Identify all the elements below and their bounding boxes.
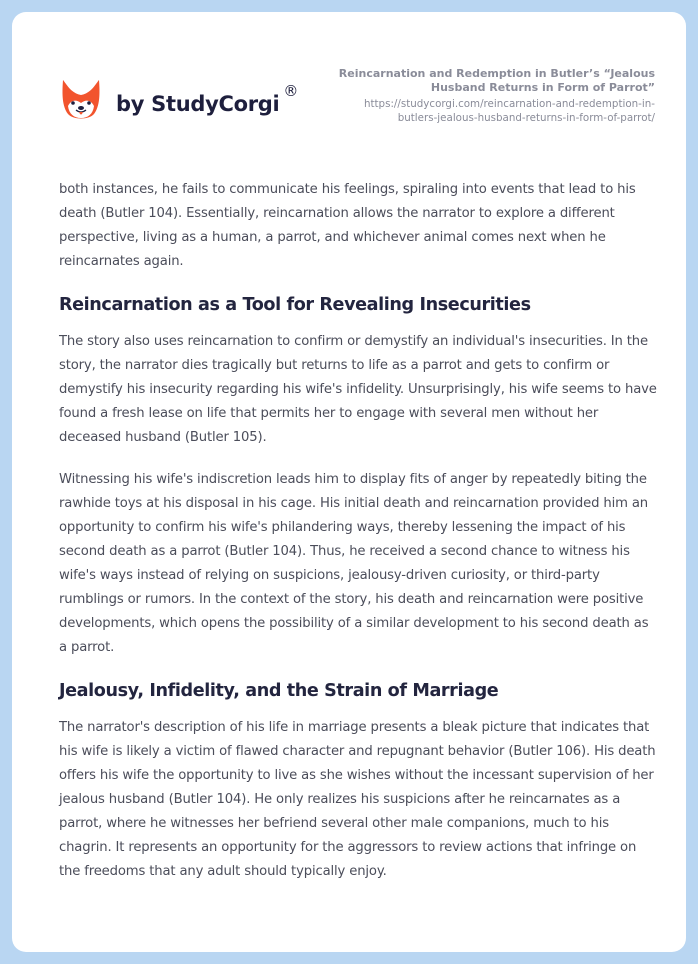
studycorgi-logo[interactable] [60,76,298,124]
article-url[interactable]: https://studycorgi.com/reincarnation-and-redemption-in-butlers-jealous-husband-returns-in-form-of-parrot/ [363,98,655,124]
section-paragraph: The story also uses reincarnation to confirm or demystify an individual's insecurities. In the story, the narrator dies tragically but returns to life as a parrot and gets to confirm or demystify his insecurity regarding his wife's infidelity. Unsurprisingly, his wife seems to have found a fresh lease on life that permits her to engage with several men without her deceased husband (Butler 105). [59,334,657,445]
section-paragraph: The narrator's description of his life in marriage presents a bleak picture that indicates that his wife is likely a victim of flawed character and repugnant behavior (Butler 106). His death offers his wife the opportunity to live as she wishes without the incessant supervision of her jealous husband (Butler 104). He only realizes his suspicions after he reincarnates as a parrot, where he witnesses her befriend several other male companions, much to his chagrin. It represents an opportunity for the aggressors to review actions that infringe on the freedoms that any adult should typically enjoy. [59,720,656,879]
article-meta [325,67,655,125]
intro-paragraph: both instances, he fails to communicate his feelings, spiraling into events that lead to his death (Butler 104). Essentially, reincarnation allows the narrator to explore a different perspective, living as a human, a parrot, and whichever animal comes next when he reincarnates again. [59,182,636,269]
article-source-title: Reincarnation and Redemption in Butler’s “Jealous Husband Returns in Form of Parrot” [338,67,655,94]
section-heading: Jealousy, Infidelity, and the Strain of Marriage [59,681,499,701]
corgi-logo-icon [60,76,102,124]
section-heading: Reincarnation as a Tool for Revealing Insecurities [59,295,531,315]
brand-name: by StudyCorgi [116,92,280,116]
section-paragraph: Witnessing his wife's indiscretion leads him to display fits of anger by repeatedly biting the rawhide toys at his disposal in his cage. His initial death and reincarnation provided him an opportunity to confirm his wife's philandering ways, thereby lessening the impact of his second death as a parrot (Butler 104). Thus, he received a second chance to witness his wife's ways instead of relying on suspicions, jealousy-driven curiosity, or third-party rumblings or rumors. In the context of the story, his death and reincarnation were positive developments, which opens the possibility of a similar development to his second death as a parrot. [59,472,649,655]
registered-mark: ® [283,82,299,100]
document-card [12,12,686,952]
article-body [59,178,659,902]
